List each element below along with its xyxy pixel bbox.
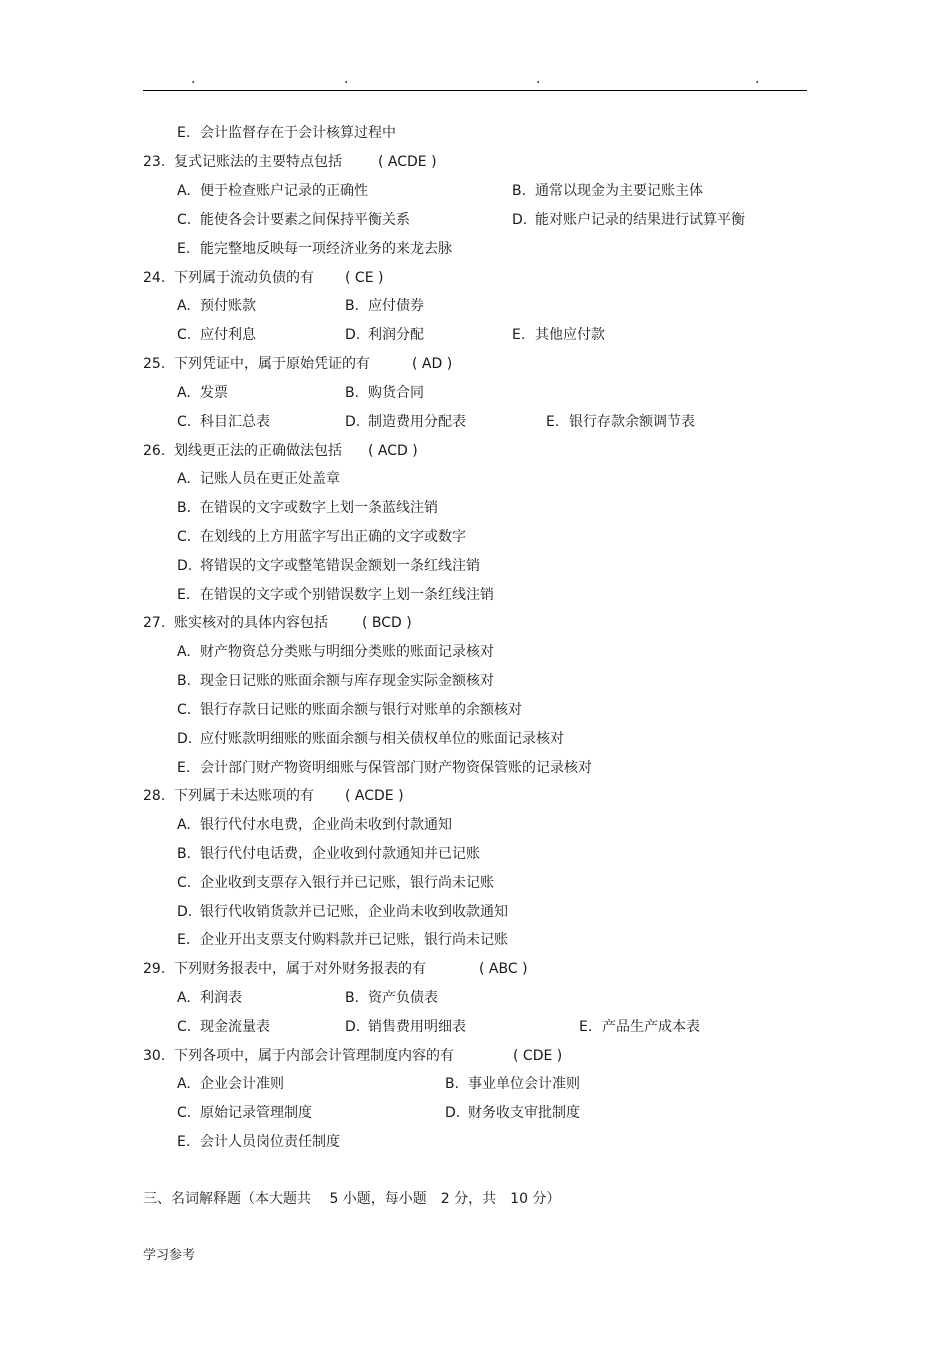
- option-text: 资产负债表: [368, 990, 438, 1006]
- option-letter: A.: [177, 183, 191, 199]
- option-letter: D.: [345, 414, 361, 430]
- question-text: 账实核对的具体内容包括: [174, 615, 328, 631]
- answer-key: ( ACDE ): [378, 154, 437, 170]
- option-letter: D.: [177, 731, 193, 747]
- option-letter: D.: [345, 327, 361, 343]
- option-letter: E.: [579, 1019, 593, 1035]
- option-letter: B.: [345, 990, 360, 1006]
- option-text: 其他应付款: [535, 327, 605, 343]
- option-text: 银行代付水电费，企业尚未收到付款通知: [200, 817, 452, 833]
- option-letter: A.: [177, 471, 191, 487]
- option-text: 能对账户记录的结果进行试算平衡: [535, 212, 745, 228]
- option-text: 银行代付电话费，企业收到付款通知并已记账: [200, 846, 480, 862]
- option-letter: B.: [177, 673, 192, 689]
- option-text: 财产物资总分类账与明细分类账的账面记录核对: [200, 644, 494, 660]
- option-letter: B.: [345, 298, 360, 314]
- option-text: 银行代收销货款并已记账，企业尚未收到收款通知: [200, 904, 508, 920]
- answer-key: ( ACD ): [368, 443, 418, 459]
- option-text: 制造费用分配表: [368, 414, 466, 430]
- header-dot: .: [536, 71, 541, 87]
- option-text: 便于检查账户记录的正确性: [200, 183, 368, 199]
- option-letter: A.: [177, 298, 191, 314]
- question-number: 24.: [143, 270, 166, 286]
- header-dot: .: [344, 71, 349, 87]
- question-number: 26.: [143, 443, 166, 459]
- question-number: 28.: [143, 788, 166, 804]
- option-text: 财务收支审批制度: [468, 1105, 580, 1121]
- option-letter: E.: [177, 241, 191, 257]
- option-text: 销售费用明细表: [368, 1019, 466, 1035]
- option-text: 购货合同: [368, 385, 424, 401]
- option-text: 应付利息: [200, 327, 256, 343]
- option-text: 科目汇总表: [200, 414, 270, 430]
- option-letter: D.: [445, 1105, 461, 1121]
- answer-key: ( ACDE ): [345, 788, 404, 804]
- option-text: 能使各会计要素之间保持平衡关系: [200, 212, 410, 228]
- option-text: 现金流量表: [200, 1019, 270, 1035]
- option-text: 应付债券: [368, 298, 424, 314]
- option-letter: E.: [177, 932, 191, 948]
- question-number: 30.: [143, 1048, 166, 1064]
- option-text: 企业收到支票存入银行并已记账，银行尚未记账: [200, 875, 494, 891]
- option-text: 利润分配: [368, 327, 424, 343]
- option-letter: E.: [177, 125, 191, 141]
- option-letter: B.: [345, 385, 360, 401]
- option-letter: E.: [177, 587, 191, 603]
- option-letter: E.: [177, 760, 191, 776]
- question-text: 下列各项中，属于内部会计管理制度内容的有: [174, 1048, 454, 1064]
- question-number: 27.: [143, 615, 166, 631]
- option-text: 在错误的文字或个别错误数字上划一条红线注销: [200, 587, 494, 603]
- option-text: 应付账款明细账的账面余额与相关债权单位的账面记录核对: [200, 731, 564, 747]
- option-text: 利润表: [200, 990, 242, 1006]
- option-text: 预付账款: [200, 298, 256, 314]
- option-text: 通常以现金为主要记账主体: [535, 183, 703, 199]
- option-letter: E.: [512, 327, 526, 343]
- option-text: 银行存款余额调节表: [569, 414, 695, 430]
- option-letter: A.: [177, 990, 191, 1006]
- option-text: 银行存款日记账的账面余额与银行对账单的余额核对: [200, 702, 522, 718]
- option-text: 在划线的上方用蓝字写出正确的文字或数字: [200, 529, 466, 545]
- option-letter: C.: [177, 1019, 192, 1035]
- option-letter: D.: [177, 904, 193, 920]
- option-text: 会计监督存在于会计核算过程中: [200, 125, 396, 141]
- option-text: 会计人员岗位责任制度: [200, 1134, 340, 1150]
- header-dot: .: [191, 71, 196, 87]
- question-text: 下列属于未达账项的有: [174, 788, 314, 804]
- header-dot: .: [755, 71, 760, 87]
- option-text: 现金日记账的账面余额与库存现金实际金额核对: [200, 673, 494, 689]
- answer-key: ( AD ): [412, 356, 453, 372]
- question-number: 25.: [143, 356, 166, 372]
- option-text: 企业会计准则: [200, 1076, 284, 1092]
- option-letter: E.: [546, 414, 560, 430]
- option-text: 将错误的文字或整笔错误金额划一条红线注销: [200, 558, 480, 574]
- option-text: 发票: [200, 385, 228, 401]
- option-letter: D.: [345, 1019, 361, 1035]
- option-letter: C.: [177, 327, 192, 343]
- question-text: 复式记账法的主要特点包括: [174, 154, 342, 170]
- question-text: 下列凭证中，属于原始凭证的有: [174, 356, 370, 372]
- option-letter: D.: [512, 212, 528, 228]
- option-letter: D.: [177, 558, 193, 574]
- option-text: 记账人员在更正处盖章: [200, 471, 340, 487]
- option-letter: A.: [177, 1076, 191, 1092]
- option-text: 企业开出支票支付购料款并已记账，银行尚未记账: [200, 932, 508, 948]
- option-letter: C.: [177, 702, 192, 718]
- question-number: 23.: [143, 154, 166, 170]
- option-letter: C.: [177, 875, 192, 891]
- option-letter: C.: [177, 212, 192, 228]
- option-letter: A.: [177, 385, 191, 401]
- header-rule: [143, 90, 807, 91]
- page-footer: 学习参考: [143, 1248, 196, 1263]
- option-text: 事业单位会计准则: [468, 1076, 580, 1092]
- option-letter: B.: [445, 1076, 460, 1092]
- option-text: 能完整地反映每一项经济业务的来龙去脉: [200, 241, 452, 257]
- question-text: 下列财务报表中，属于对外财务报表的有: [174, 961, 426, 977]
- question-text: 划线更正法的正确做法包括: [174, 443, 342, 459]
- option-letter: E.: [177, 1134, 191, 1150]
- question-text: 下列属于流动负债的有: [174, 270, 314, 286]
- answer-key: ( CE ): [345, 270, 384, 286]
- option-text: 会计部门财产物资明细账与保管部门财产物资保管账的记录核对: [200, 760, 592, 776]
- option-letter: A.: [177, 644, 191, 660]
- option-letter: B.: [177, 846, 192, 862]
- option-text: 原始记录管理制度: [200, 1105, 312, 1121]
- option-letter: B.: [512, 183, 527, 199]
- answer-key: ( BCD ): [362, 615, 412, 631]
- answer-key: ( CDE ): [513, 1048, 563, 1064]
- answer-key: ( ABC ): [479, 961, 528, 977]
- option-letter: C.: [177, 414, 192, 430]
- option-letter: B.: [177, 500, 192, 516]
- option-text: 产品生产成本表: [602, 1019, 700, 1035]
- option-text: 在错误的文字或数字上划一条蓝线注销: [200, 500, 438, 516]
- section-heading: 三、名词解释题（本大题共 5 小题，每小题 2 分，共 10 分）: [143, 1191, 561, 1207]
- question-number: 29.: [143, 961, 166, 977]
- option-letter: A.: [177, 817, 191, 833]
- option-letter: C.: [177, 1105, 192, 1121]
- option-letter: C.: [177, 529, 192, 545]
